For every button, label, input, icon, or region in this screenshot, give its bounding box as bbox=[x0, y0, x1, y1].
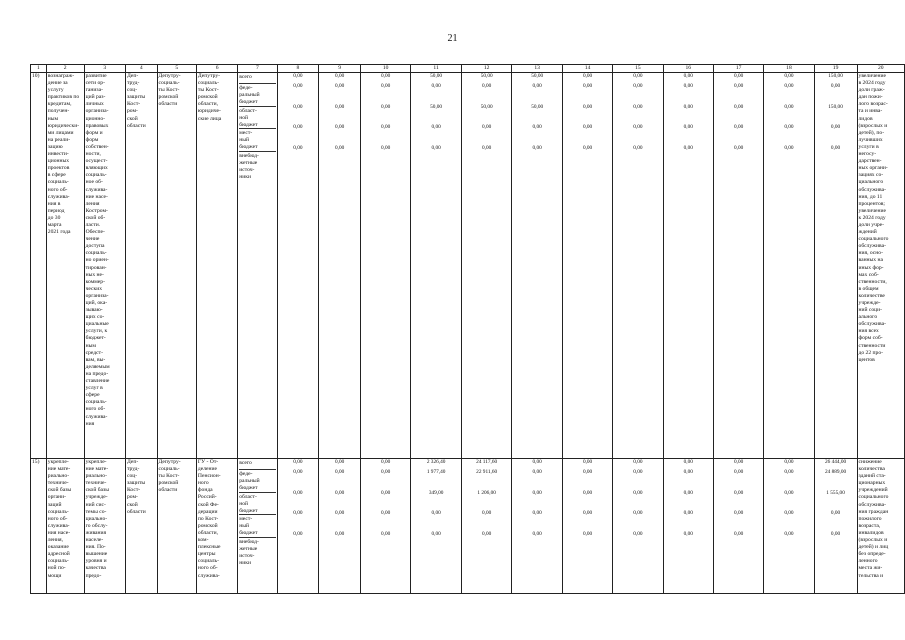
funding-value: 0,00 bbox=[293, 73, 303, 79]
funding-value: 0,00 bbox=[784, 103, 794, 110]
funding-value: 0,00 bbox=[830, 510, 841, 516]
funding-value: 0,00 bbox=[683, 510, 693, 516]
column-number: 13 bbox=[512, 65, 562, 73]
funding-value: 0,00 bbox=[381, 73, 391, 79]
funding-value: 0,00 bbox=[733, 144, 744, 151]
funding-value: 0,00 bbox=[633, 510, 643, 516]
funding-value: 0,00 bbox=[582, 73, 593, 79]
column-number: 14 bbox=[562, 65, 612, 73]
funding-value: 0,00 bbox=[683, 83, 693, 89]
column-number: 9 bbox=[319, 65, 361, 73]
funding-value: 0,00 bbox=[482, 144, 492, 151]
column-number: 10 bbox=[360, 65, 410, 73]
funding-value: 0,00 bbox=[582, 459, 593, 465]
funding-value: 0,00 bbox=[582, 469, 593, 475]
funding-value: 0,00 bbox=[431, 530, 441, 537]
column-number: 18 bbox=[764, 65, 814, 73]
funding-value: 0,00 bbox=[532, 510, 542, 516]
column-number: 7 bbox=[238, 65, 277, 73]
participants: ГУ - От- деление Пенсион- ного фонда Россий- ской Фе- дерации по Кост- ромской области, ком- плексные центры социаль- ного об- служива- bbox=[196, 459, 237, 594]
funding-value: 0,00 bbox=[482, 530, 492, 537]
value-col bbox=[461, 459, 512, 594]
funding-value: 0,00 bbox=[830, 144, 841, 151]
funding-value: 0,00 bbox=[784, 459, 794, 465]
funding-value: 0,00 bbox=[381, 83, 391, 89]
value-col bbox=[613, 73, 663, 459]
funding-source-label: всего bbox=[239, 73, 275, 84]
funding-source-label: всего bbox=[239, 459, 275, 470]
funding-value: 0,00 bbox=[381, 124, 391, 130]
funding-value: 0,00 bbox=[733, 103, 744, 110]
value-col bbox=[814, 459, 857, 594]
value-col bbox=[319, 73, 361, 459]
funding-value: 26 444,00 bbox=[824, 459, 847, 465]
program-table bbox=[30, 64, 905, 594]
funding-value: 50,00 bbox=[480, 103, 493, 110]
funding-value: 0,00 bbox=[582, 530, 593, 537]
funding-value: 0,00 bbox=[582, 144, 593, 151]
column-number: 6 bbox=[196, 65, 237, 73]
funding-value: 2 326,40 bbox=[426, 459, 446, 465]
funding-value: 0,00 bbox=[582, 103, 593, 110]
event-description: укрепле- ние мате- риально- техниче- ской базы учрежде- ний сис- темы со- циально- го обслу- живания населе- ния. По- вышение уровня и качества предо- bbox=[84, 459, 125, 594]
funding-value: 0,00 bbox=[633, 83, 643, 89]
funding-source-label: внебюд- жетные источ- ники bbox=[239, 152, 259, 180]
funding-value: 0,00 bbox=[784, 124, 794, 130]
funding-value: 0,00 bbox=[633, 469, 643, 475]
value-col bbox=[713, 73, 763, 459]
funding-value: 0,00 bbox=[633, 144, 643, 151]
funding-value: 0,00 bbox=[381, 469, 391, 475]
funding-value: 0,00 bbox=[532, 530, 542, 537]
expected-result: снижение количества зданий ста- ционарных учреждений социального обслужива- ния граждан пожилого возраста, инвалидов (взрослых и детей) и лиц без опреде- ленного места жи- тельства и bbox=[857, 459, 904, 594]
funding-value: 0,00 bbox=[582, 510, 593, 516]
table-row bbox=[31, 459, 905, 594]
column-number: 5 bbox=[157, 65, 196, 73]
value-col bbox=[663, 73, 713, 459]
value-col bbox=[663, 459, 713, 594]
funding-value: 0,00 bbox=[431, 83, 441, 89]
funding-value: 0,00 bbox=[784, 469, 794, 475]
funding-value: 0,00 bbox=[381, 103, 391, 110]
funding-value: 0,00 bbox=[532, 489, 542, 496]
header-row bbox=[31, 65, 905, 73]
column-number: 2 bbox=[46, 65, 84, 73]
funding-value: 0,00 bbox=[532, 469, 542, 475]
funding-value: 0,00 bbox=[334, 124, 345, 130]
funding-value: 0,00 bbox=[334, 510, 345, 516]
funding-source-label: мест- ный бюджет bbox=[239, 129, 275, 152]
value-col bbox=[319, 459, 361, 594]
funding-source-label: мест- ный бюджет bbox=[239, 515, 275, 538]
funding-source-label: внебюд- жетные источ- ники bbox=[239, 538, 259, 566]
funding-value: 0,00 bbox=[532, 144, 542, 151]
funding-value: 0,00 bbox=[683, 124, 693, 130]
funding-source-label: област- ной бюджет bbox=[239, 107, 275, 130]
funding-value: 0,00 bbox=[733, 530, 744, 537]
column-number: 1 bbox=[31, 65, 47, 73]
funding-source-label: област- ной бюджет bbox=[239, 493, 275, 516]
funding-value: 0,00 bbox=[683, 469, 693, 475]
funding-value: 50,00 bbox=[430, 73, 443, 79]
executor: Деп- труд- соц- защиты Кост- ром- ской области bbox=[125, 459, 157, 594]
funding-value: 150,00 bbox=[828, 73, 843, 79]
funding-value: 0,00 bbox=[532, 83, 542, 89]
value-col bbox=[764, 73, 814, 459]
funding-value: 50,00 bbox=[480, 73, 493, 79]
funding-value: 0,00 bbox=[633, 459, 643, 465]
funding-value: 150,00 bbox=[828, 103, 843, 110]
funding-value: 0,00 bbox=[683, 489, 693, 496]
funding-value: 22 911,60 bbox=[476, 469, 498, 475]
event-description: развитие сети ор- ганиза- ций раз- личных организа- ционно- правовых форм и форм собствен- ности, осущест- вляющих социаль- ное об- служива- ние насе- ления Костром- ской об- ласти. Обеспе- чение доступа социаль- но ориен- тирован- ных не- коммер- ческих организа- ций, ока- зываю- щих со- циальные услуги, к бюджет- ным средст- вам, вы- деляемым на предо- ставление услуг в сфере социаль- ного об- служива- ния bbox=[84, 73, 125, 459]
funding-value: 24 117,60 bbox=[476, 459, 498, 465]
value-col bbox=[613, 459, 663, 594]
value-col bbox=[411, 459, 462, 594]
funding-value: 0,00 bbox=[482, 124, 492, 130]
funding-value: 0,00 bbox=[293, 103, 303, 110]
funding-sources bbox=[238, 73, 277, 459]
value-col bbox=[277, 459, 319, 594]
funding-value: 0,00 bbox=[334, 530, 345, 537]
funding-value: 0,00 bbox=[582, 83, 593, 89]
funding-value: 0,00 bbox=[784, 510, 794, 516]
value-col bbox=[411, 73, 462, 459]
funding-value: 0,00 bbox=[293, 469, 303, 475]
responsible: Депутру- социаль- ты Кост- ромской области bbox=[157, 73, 196, 459]
value-col bbox=[360, 459, 410, 594]
column-number: 11 bbox=[411, 65, 462, 73]
funding-source-label: феде- ральный бюджет bbox=[239, 84, 275, 107]
column-number: 12 bbox=[461, 65, 512, 73]
funding-value: 0,00 bbox=[633, 530, 643, 537]
value-col bbox=[764, 459, 814, 594]
column-number: 8 bbox=[277, 65, 319, 73]
funding-value: 0,00 bbox=[830, 530, 841, 537]
funding-value: 50,00 bbox=[531, 103, 544, 110]
funding-value: 0,00 bbox=[633, 103, 643, 110]
funding-value: 0,00 bbox=[334, 469, 345, 475]
funding-value: 1 206,00 bbox=[477, 489, 496, 496]
responsible: Депутру- социаль- ты Кост- ромской области bbox=[157, 459, 196, 594]
funding-value: 0,00 bbox=[381, 489, 391, 496]
funding-value: 0,00 bbox=[683, 144, 693, 151]
funding-value: 0,00 bbox=[683, 459, 693, 465]
funding-value: 0,00 bbox=[784, 530, 794, 537]
row-number: 10) bbox=[31, 73, 47, 459]
funding-value: 0,00 bbox=[293, 144, 303, 151]
expected-result: увеличение в 2024 году доли граж- дан пожи- лого возрас- та и инва- лидов (взрослых и детей), по- лучивших услуги в негосу- дарствен- ных органи- зациях со- циального обслужива- ния, до 11 процентов; увеличение к 2024 году доли учре- ждений социального обслужива- ния, осно- ванных на иных фор- мах соб- ственности, в общем количестве учрежде- ний соци- ального обслужива- ния всех форм соб- ственности до 22 про- центов bbox=[857, 73, 904, 459]
funding-value: 0,00 bbox=[381, 144, 391, 151]
funding-value: 0,00 bbox=[334, 489, 345, 496]
funding-value: 0,00 bbox=[830, 124, 841, 130]
funding-value: 0,00 bbox=[633, 124, 643, 130]
funding-sources bbox=[238, 459, 277, 594]
funding-value: 0,00 bbox=[733, 83, 744, 89]
funding-value: 0,00 bbox=[381, 510, 391, 516]
value-col bbox=[814, 73, 857, 459]
value-col bbox=[512, 73, 562, 459]
funding-value: 0,00 bbox=[532, 459, 542, 465]
funding-value: 0,00 bbox=[532, 124, 542, 130]
funding-value: 0,00 bbox=[733, 124, 744, 130]
funding-value: 50,00 bbox=[531, 73, 544, 79]
funding-value: 0,00 bbox=[334, 103, 345, 110]
funding-value: 0,00 bbox=[381, 530, 391, 537]
funding-value: 0,00 bbox=[582, 489, 593, 496]
value-col bbox=[512, 459, 562, 594]
value-col bbox=[277, 73, 319, 459]
column-number: 3 bbox=[84, 65, 125, 73]
funding-value: 0,00 bbox=[293, 83, 303, 89]
value-col bbox=[713, 459, 763, 594]
funding-value: 0,00 bbox=[784, 489, 794, 496]
row-number: 15) bbox=[31, 459, 47, 594]
funding-value: 0,00 bbox=[582, 124, 593, 130]
funding-value: 349,00 bbox=[428, 489, 444, 496]
funding-value: 0,00 bbox=[293, 530, 303, 537]
funding-value: 0,00 bbox=[482, 83, 492, 89]
value-col bbox=[461, 73, 512, 459]
funding-value: 0,00 bbox=[293, 489, 303, 496]
funding-value: 1 555,00 bbox=[826, 489, 845, 496]
value-col bbox=[562, 459, 612, 594]
funding-value: 0,00 bbox=[733, 469, 744, 475]
funding-value: 0,00 bbox=[784, 144, 794, 151]
funding-source-label: феде- ральный бюджет bbox=[239, 470, 275, 493]
funding-value: 0,00 bbox=[334, 144, 345, 151]
funding-value: 0,00 bbox=[633, 73, 643, 79]
column-number: 20 bbox=[857, 65, 904, 73]
funding-value: 0,00 bbox=[381, 459, 391, 465]
funding-value: 0,00 bbox=[733, 459, 744, 465]
funding-value: 0,00 bbox=[784, 73, 794, 79]
funding-value: 0,00 bbox=[733, 73, 744, 79]
funding-value: 0,00 bbox=[293, 124, 303, 130]
event-name: вознаграж- дение за услугу практиков по кредитам, получен- ным юридически- ми лицами на реали- зацию инвести- ционных проектов в сфере социаль- ного об- служива- ния в период до 30 марта 2021 года bbox=[46, 73, 84, 459]
funding-value: 0,00 bbox=[683, 530, 693, 537]
funding-value: 0,00 bbox=[830, 83, 841, 89]
funding-value: 24 889,00 bbox=[824, 469, 847, 475]
table-row bbox=[31, 73, 905, 459]
funding-value: 0,00 bbox=[293, 459, 303, 465]
funding-value: 0,00 bbox=[683, 103, 693, 110]
funding-value: 0,00 bbox=[334, 73, 345, 79]
column-number: 15 bbox=[613, 65, 663, 73]
funding-value: 0,00 bbox=[334, 459, 345, 465]
funding-value: 0,00 bbox=[633, 489, 643, 496]
column-number: 16 bbox=[663, 65, 713, 73]
column-number: 4 bbox=[125, 65, 157, 73]
value-col bbox=[562, 73, 612, 459]
page-number: 21 bbox=[447, 33, 458, 44]
funding-value: 50,00 bbox=[430, 103, 443, 110]
funding-value: 0,00 bbox=[334, 83, 345, 89]
funding-value: 0,00 bbox=[733, 510, 744, 516]
participants: Депутру- социаль- ты Кост- ромской области, юридиче- ские лица bbox=[196, 73, 237, 459]
column-number: 17 bbox=[713, 65, 763, 73]
funding-value: 0,00 bbox=[431, 510, 441, 516]
funding-value: 0,00 bbox=[431, 144, 441, 151]
funding-value: 0,00 bbox=[733, 489, 744, 496]
column-number: 19 bbox=[814, 65, 857, 73]
funding-value: 1 977,40 bbox=[426, 469, 446, 475]
funding-value: 0,00 bbox=[293, 510, 303, 516]
executor: Деп- труд- соц- защиты Кост- ром- ской области bbox=[125, 73, 157, 459]
funding-value: 0,00 bbox=[784, 83, 794, 89]
event-name: укрепле- ние мате- риально- техниче- ской базы органи- заций социаль- ного об- служива- ния насе- ления, оказание адресной социаль- ной по- мощи bbox=[46, 459, 84, 594]
funding-value: 0,00 bbox=[683, 73, 693, 79]
funding-value: 0,00 bbox=[431, 124, 441, 130]
value-col bbox=[360, 73, 410, 459]
funding-value: 0,00 bbox=[482, 510, 492, 516]
